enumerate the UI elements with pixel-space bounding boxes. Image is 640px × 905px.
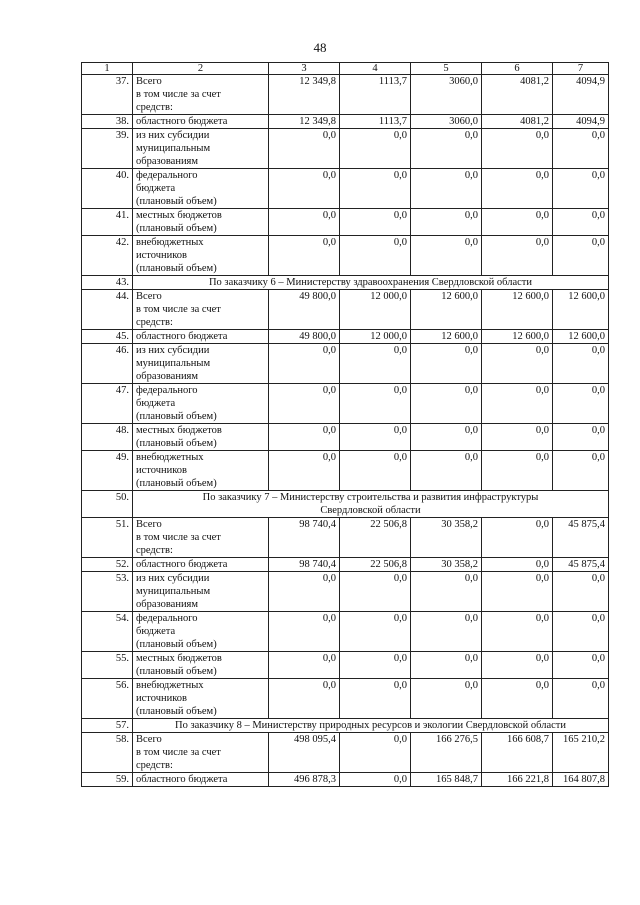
value-cell: 0,0 bbox=[411, 209, 482, 236]
row-label-line: областного бюджета bbox=[136, 116, 228, 127]
value-cell: 0,0 bbox=[411, 612, 482, 652]
value-cell: 3060,0 bbox=[411, 115, 482, 129]
row-label-line: (плановый объем) bbox=[136, 223, 217, 234]
value-cell: 0,0 bbox=[269, 612, 340, 652]
row-label-line: областного бюджета bbox=[136, 559, 228, 570]
table-row bbox=[82, 451, 609, 491]
value-cell: 496 878,3 bbox=[269, 773, 340, 787]
value-cell: 164 807,8 bbox=[553, 773, 609, 787]
row-label-line: из них субсидии bbox=[136, 573, 210, 584]
row-number: 40. bbox=[82, 169, 133, 209]
row-label-line: в том числе за счет bbox=[136, 747, 221, 758]
row-label bbox=[133, 451, 269, 491]
row-label-line: (плановый объем) bbox=[136, 438, 217, 449]
column-number-row bbox=[82, 63, 609, 75]
value-cell: 0,0 bbox=[269, 451, 340, 491]
row-label-line: внебюджетных bbox=[136, 237, 204, 248]
table-row bbox=[82, 679, 609, 719]
row-label-line: бюджета bbox=[136, 183, 176, 194]
row-label-line: (плановый объем) bbox=[136, 478, 217, 489]
row-label-line: средств: bbox=[136, 545, 173, 556]
row-label-line: (плановый объем) bbox=[136, 666, 217, 677]
value-cell: 1113,7 bbox=[340, 75, 411, 115]
value-cell: 0,0 bbox=[411, 451, 482, 491]
section-title bbox=[133, 491, 609, 518]
row-label-line: бюджета bbox=[136, 398, 176, 409]
value-cell: 0,0 bbox=[269, 572, 340, 612]
value-cell: 0,0 bbox=[553, 652, 609, 679]
section-title-line: По заказчику 8 – Министерству природных ресурсов и экологии Свердловской области bbox=[175, 720, 566, 731]
section-title-line: По заказчику 7 – Министерству строительства и развития инфраструктуры bbox=[202, 492, 539, 503]
value-cell: 0,0 bbox=[553, 236, 609, 276]
row-label bbox=[133, 384, 269, 424]
row-number: 39. bbox=[82, 129, 133, 169]
row-label bbox=[133, 115, 269, 129]
value-cell: 22 506,8 bbox=[340, 558, 411, 572]
value-cell: 0,0 bbox=[411, 236, 482, 276]
row-label-line: местных бюджетов bbox=[136, 653, 222, 664]
value-cell: 0,0 bbox=[553, 384, 609, 424]
column-header: 1 bbox=[82, 63, 133, 75]
value-cell: 49 800,0 bbox=[269, 290, 340, 330]
value-cell: 0,0 bbox=[340, 733, 411, 773]
table-row bbox=[82, 518, 609, 558]
row-number: 43. bbox=[82, 276, 133, 290]
value-cell: 0,0 bbox=[411, 679, 482, 719]
row-label-line: муниципальным bbox=[136, 143, 211, 154]
value-cell: 0,0 bbox=[340, 679, 411, 719]
row-label bbox=[133, 290, 269, 330]
row-number: 55. bbox=[82, 652, 133, 679]
row-label-line: (плановый объем) bbox=[136, 639, 217, 650]
value-cell: 0,0 bbox=[553, 129, 609, 169]
row-label-line: муниципальным bbox=[136, 358, 211, 369]
table-row bbox=[82, 330, 609, 344]
value-cell: 0,0 bbox=[482, 236, 553, 276]
row-label-line: внебюджетных bbox=[136, 680, 204, 691]
value-cell: 0,0 bbox=[482, 572, 553, 612]
value-cell: 0,0 bbox=[340, 344, 411, 384]
row-label-line: источников bbox=[136, 250, 188, 261]
value-cell: 0,0 bbox=[482, 384, 553, 424]
column-header: 2 bbox=[133, 63, 269, 75]
row-label bbox=[133, 652, 269, 679]
table-row bbox=[82, 75, 609, 115]
row-number: 37. bbox=[82, 75, 133, 115]
row-label-line: бюджета bbox=[136, 626, 176, 637]
value-cell: 0,0 bbox=[553, 612, 609, 652]
column-header: 6 bbox=[482, 63, 553, 75]
page-number: 48 bbox=[313, 40, 327, 55]
value-cell: 0,0 bbox=[269, 169, 340, 209]
value-cell: 1113,7 bbox=[340, 115, 411, 129]
row-number: 59. bbox=[82, 773, 133, 787]
row-number: 45. bbox=[82, 330, 133, 344]
value-cell: 0,0 bbox=[340, 236, 411, 276]
row-label-line: образованиям bbox=[136, 156, 199, 167]
value-cell: 22 506,8 bbox=[340, 518, 411, 558]
value-cell: 30 358,2 bbox=[411, 518, 482, 558]
table-row bbox=[82, 290, 609, 330]
row-label-line: из них субсидии bbox=[136, 130, 210, 141]
value-cell: 0,0 bbox=[553, 451, 609, 491]
value-cell: 0,0 bbox=[482, 424, 553, 451]
row-label-line: федерального bbox=[136, 170, 198, 181]
value-cell: 12 600,0 bbox=[482, 290, 553, 330]
table-row bbox=[82, 236, 609, 276]
value-cell: 98 740,4 bbox=[269, 558, 340, 572]
value-cell: 0,0 bbox=[340, 572, 411, 612]
value-cell: 4094,9 bbox=[553, 75, 609, 115]
row-label bbox=[133, 558, 269, 572]
value-cell: 0,0 bbox=[411, 572, 482, 612]
value-cell: 0,0 bbox=[482, 558, 553, 572]
value-cell: 0,0 bbox=[482, 451, 553, 491]
value-cell: 0,0 bbox=[553, 209, 609, 236]
row-label-line: образованиям bbox=[136, 371, 199, 382]
value-cell: 0,0 bbox=[269, 679, 340, 719]
row-number: 58. bbox=[82, 733, 133, 773]
value-cell: 4081,2 bbox=[482, 115, 553, 129]
row-label-line: в том числе за счет bbox=[136, 304, 221, 315]
row-label bbox=[133, 572, 269, 612]
row-label-line: средств: bbox=[136, 102, 173, 113]
row-label-line: из них субсидии bbox=[136, 345, 210, 356]
row-number: 49. bbox=[82, 451, 133, 491]
row-label bbox=[133, 679, 269, 719]
value-cell: 0,0 bbox=[411, 344, 482, 384]
table-row bbox=[82, 733, 609, 773]
row-label-line: в том числе за счет bbox=[136, 89, 221, 100]
value-cell: 12 600,0 bbox=[411, 330, 482, 344]
value-cell: 0,0 bbox=[269, 129, 340, 169]
value-cell: 166 608,7 bbox=[482, 733, 553, 773]
section-title-line: Свердловской области bbox=[320, 505, 421, 516]
row-label-line: муниципальным bbox=[136, 586, 211, 597]
row-label-line: средств: bbox=[136, 317, 173, 328]
row-label-line: (плановый объем) bbox=[136, 196, 217, 207]
value-cell: 12 600,0 bbox=[553, 330, 609, 344]
value-cell: 165 210,2 bbox=[553, 733, 609, 773]
value-cell: 0,0 bbox=[269, 384, 340, 424]
value-cell: 30 358,2 bbox=[411, 558, 482, 572]
value-cell: 0,0 bbox=[340, 612, 411, 652]
row-label bbox=[133, 773, 269, 787]
value-cell: 0,0 bbox=[269, 209, 340, 236]
row-label bbox=[133, 733, 269, 773]
table-row bbox=[82, 129, 609, 169]
value-cell: 12 000,0 bbox=[340, 290, 411, 330]
value-cell: 98 740,4 bbox=[269, 518, 340, 558]
row-label-line: (плановый объем) bbox=[136, 706, 217, 717]
row-label bbox=[133, 424, 269, 451]
value-cell: 0,0 bbox=[482, 209, 553, 236]
value-cell: 0,0 bbox=[269, 652, 340, 679]
row-label bbox=[133, 169, 269, 209]
table-row bbox=[82, 652, 609, 679]
value-cell: 498 095,4 bbox=[269, 733, 340, 773]
table-row bbox=[82, 115, 609, 129]
row-label-line: областного бюджета bbox=[136, 774, 228, 785]
value-cell: 12 600,0 bbox=[482, 330, 553, 344]
row-label bbox=[133, 129, 269, 169]
row-number: 50. bbox=[82, 491, 133, 518]
value-cell: 0,0 bbox=[482, 518, 553, 558]
column-header: 4 bbox=[340, 63, 411, 75]
row-number: 53. bbox=[82, 572, 133, 612]
row-label bbox=[133, 344, 269, 384]
row-label bbox=[133, 518, 269, 558]
value-cell: 0,0 bbox=[340, 169, 411, 209]
value-cell: 0,0 bbox=[553, 344, 609, 384]
value-cell: 0,0 bbox=[269, 424, 340, 451]
value-cell: 12 600,0 bbox=[553, 290, 609, 330]
section-row bbox=[82, 719, 609, 733]
row-label-line: (плановый объем) bbox=[136, 411, 217, 422]
row-label-line: Всего bbox=[136, 519, 162, 530]
value-cell: 45 875,4 bbox=[553, 558, 609, 572]
table-row bbox=[82, 572, 609, 612]
value-cell: 0,0 bbox=[340, 652, 411, 679]
budget-table bbox=[81, 62, 609, 787]
row-number: 41. bbox=[82, 209, 133, 236]
row-label bbox=[133, 330, 269, 344]
value-cell: 0,0 bbox=[482, 344, 553, 384]
value-cell: 0,0 bbox=[340, 773, 411, 787]
row-label bbox=[133, 209, 269, 236]
row-number: 48. bbox=[82, 424, 133, 451]
row-number: 46. bbox=[82, 344, 133, 384]
value-cell: 45 875,4 bbox=[553, 518, 609, 558]
table-row bbox=[82, 344, 609, 384]
value-cell: 0,0 bbox=[482, 679, 553, 719]
value-cell: 12 349,8 bbox=[269, 75, 340, 115]
row-label-line: местных бюджетов bbox=[136, 425, 222, 436]
section-title bbox=[133, 276, 609, 290]
row-label bbox=[133, 236, 269, 276]
row-label-line: образованиям bbox=[136, 599, 199, 610]
row-label-line: внебюджетных bbox=[136, 452, 204, 463]
value-cell: 12 349,8 bbox=[269, 115, 340, 129]
row-number: 38. bbox=[82, 115, 133, 129]
row-label-line: федерального bbox=[136, 613, 198, 624]
row-label-line: (плановый объем) bbox=[136, 263, 217, 274]
value-cell: 0,0 bbox=[411, 169, 482, 209]
table-row bbox=[82, 169, 609, 209]
row-label-line: средств: bbox=[136, 760, 173, 771]
value-cell: 4081,2 bbox=[482, 75, 553, 115]
row-number: 54. bbox=[82, 612, 133, 652]
table-row bbox=[82, 209, 609, 236]
row-label-line: Всего bbox=[136, 291, 162, 302]
row-label-line: источников bbox=[136, 693, 188, 704]
value-cell: 0,0 bbox=[340, 209, 411, 236]
value-cell: 0,0 bbox=[340, 424, 411, 451]
value-cell: 0,0 bbox=[553, 679, 609, 719]
value-cell: 165 848,7 bbox=[411, 773, 482, 787]
column-header: 3 bbox=[269, 63, 340, 75]
row-number: 44. bbox=[82, 290, 133, 330]
row-label-line: Всего bbox=[136, 734, 162, 745]
value-cell: 0,0 bbox=[482, 652, 553, 679]
value-cell: 0,0 bbox=[340, 384, 411, 424]
value-cell: 0,0 bbox=[553, 424, 609, 451]
row-label-line: областного бюджета bbox=[136, 331, 228, 342]
table-row bbox=[82, 424, 609, 451]
value-cell: 0,0 bbox=[482, 612, 553, 652]
value-cell: 0,0 bbox=[553, 572, 609, 612]
value-cell: 12 600,0 bbox=[411, 290, 482, 330]
value-cell: 0,0 bbox=[482, 129, 553, 169]
value-cell: 0,0 bbox=[482, 169, 553, 209]
value-cell: 0,0 bbox=[553, 169, 609, 209]
value-cell: 166 221,8 bbox=[482, 773, 553, 787]
row-number: 52. bbox=[82, 558, 133, 572]
row-label-line: источников bbox=[136, 465, 188, 476]
row-number: 57. bbox=[82, 719, 133, 733]
value-cell: 0,0 bbox=[411, 424, 482, 451]
value-cell: 0,0 bbox=[411, 652, 482, 679]
value-cell: 0,0 bbox=[340, 451, 411, 491]
value-cell: 4094,9 bbox=[553, 115, 609, 129]
section-title-line: По заказчику 6 – Министерству здравоохранения Свердловской области bbox=[208, 277, 533, 288]
row-number: 56. bbox=[82, 679, 133, 719]
row-label-line: федерального bbox=[136, 385, 198, 396]
value-cell: 49 800,0 bbox=[269, 330, 340, 344]
value-cell: 12 000,0 bbox=[340, 330, 411, 344]
column-header: 5 bbox=[411, 63, 482, 75]
value-cell: 0,0 bbox=[269, 344, 340, 384]
table-row bbox=[82, 773, 609, 787]
row-label bbox=[133, 612, 269, 652]
column-header: 7 bbox=[553, 63, 609, 75]
value-cell: 0,0 bbox=[411, 129, 482, 169]
section-row bbox=[82, 491, 609, 518]
row-number: 42. bbox=[82, 236, 133, 276]
value-cell: 0,0 bbox=[269, 236, 340, 276]
row-label-line: местных бюджетов bbox=[136, 210, 222, 221]
row-label-line: Всего bbox=[136, 76, 162, 87]
value-cell: 0,0 bbox=[411, 384, 482, 424]
value-cell: 0,0 bbox=[340, 129, 411, 169]
section-title bbox=[133, 719, 609, 733]
row-number: 47. bbox=[82, 384, 133, 424]
row-label-line: в том числе за счет bbox=[136, 532, 221, 543]
table-row bbox=[82, 384, 609, 424]
section-row bbox=[82, 276, 609, 290]
value-cell: 166 276,5 bbox=[411, 733, 482, 773]
row-number: 51. bbox=[82, 518, 133, 558]
value-cell: 3060,0 bbox=[411, 75, 482, 115]
table-row bbox=[82, 558, 609, 572]
row-label bbox=[133, 75, 269, 115]
table-row bbox=[82, 612, 609, 652]
